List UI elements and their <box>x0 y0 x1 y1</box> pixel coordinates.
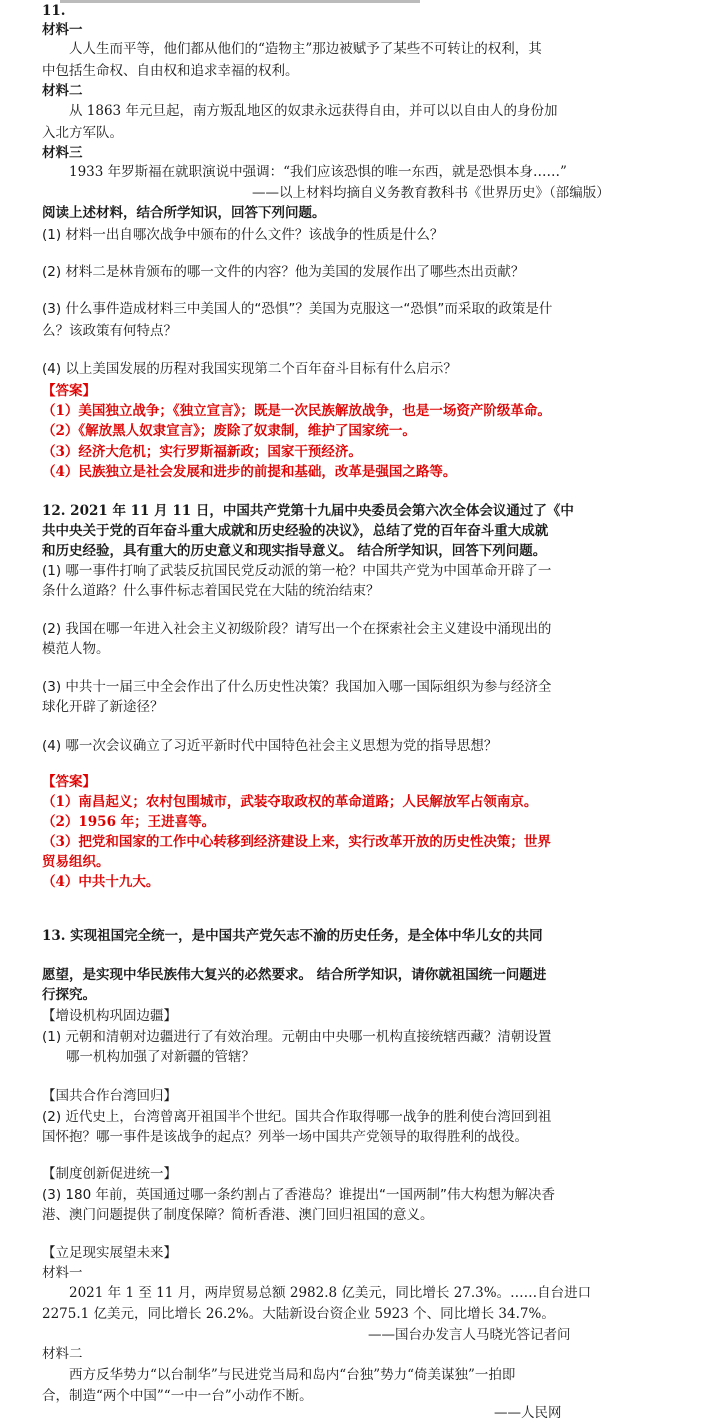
question-13-stem: 13. 实现祖国完全统一，是中国共产党矢志不渝的历史任务，是全体中华儿女的共同 <box>42 928 543 944</box>
instruction: 阅读上述材料，结合所学知识，回答下列问题。 <box>42 205 326 221</box>
question-13-stem: 愿望，是实现中华民族伟大复兴的必然要求。 结合所学知识，请你就祖国统一问题进 <box>42 967 547 983</box>
sub-question: 国怀抱？哪一事件是该战争的起点？列举一场中国共产党领导的取得胜利的战役。 <box>42 1129 528 1145</box>
material-text: 1933 年罗斯福在就职演说中强调：“我们应该恐惧的唯一东西，就是恐惧本身……” <box>69 164 567 180</box>
material-text: 2275.1 亿美元，同比增长 26.2%。大陆新设台资企业 5923 个、同比增长 34.7%。 <box>42 1306 555 1322</box>
section-title: 【增设机构巩固边疆】 <box>42 1008 177 1024</box>
sub-question: (2) 材料二是林肯颁布的哪一文件的内容？他为美国的发展作出了哪些杰出贡献？ <box>42 264 525 280</box>
material-text: 入北方军队。 <box>42 125 123 141</box>
sub-question: 哪一机构加强了对新疆的管辖？ <box>66 1049 255 1065</box>
sub-question: 球化开辟了新途径？ <box>42 699 164 715</box>
answer-line: （4）中共十九大。 <box>42 874 160 890</box>
answer-line: （2）1956 年；王进喜等。 <box>42 814 216 830</box>
answer-line: （3）把党和国家的工作中心转移到经济建设上来，实行改革开放的历史性决策；世界 <box>42 834 551 850</box>
material-label: 材料二 <box>42 1346 83 1362</box>
source-citation: ——国台办发言人马晓光答记者问 <box>368 1327 571 1343</box>
source-citation: ——以上材料均摘自义务教育教科书《世界历史》（部编版） <box>252 185 610 201</box>
sub-question: (4) 哪一次会议确立了习近平新时代中国特色社会主义思想为党的指导思想？ <box>42 738 498 754</box>
section-title: 【立足现实展望未来】 <box>42 1245 177 1261</box>
material-text: 从 1863 年元旦起，南方叛乱地区的奴隶永远获得自由，并可以以自由人的身份加 <box>69 103 558 119</box>
answer-line: （3）经济大危机；实行罗斯福新政；国家干预经济。 <box>42 444 362 460</box>
answer-line: （4）民族独立是社会发展和进步的前提和基础，改革是强国之路等。 <box>42 464 457 480</box>
answer-line: （1）美国独立战争；《独立宣言》；既是一次民族解放战争，也是一场资产阶级革命。 <box>42 403 551 419</box>
answer-label: 【答案】 <box>42 774 96 790</box>
material-label: 材料一 <box>42 1265 83 1281</box>
sub-question: 条什么道路？什么事件标志着国民党在大陆的统治结束？ <box>42 583 380 599</box>
sub-question: (3) 180 年前，英国通过哪一条约割占了香港岛？谁提出“一国两制”伟大构想为解决香 <box>42 1187 555 1203</box>
material-text: 中包括生命权、自由权和追求幸福的权利。 <box>42 63 299 79</box>
question-12-stem: 共中央关于党的百年奋斗重大成就和历史经验的决议》，总结了党的百年奋斗重大成就 <box>42 523 549 539</box>
source-citation: ——人民网 <box>494 1405 562 1421</box>
sub-question: (4) 以上美国发展的历程对我国实现第二个百年奋斗目标有什么启示？ <box>42 361 457 377</box>
material-label: 材料二 <box>42 83 83 99</box>
material-text: 人人生而平等，他们都从他们的“造物主”那边被赋予了某些不可转让的权利，其 <box>69 41 542 57</box>
sub-question: 么？该政策有何特点？ <box>42 323 177 339</box>
question-12-stem: 12. 2021 年 11 月 11 日，中国共产党第十九届中央委员会第六次全体会议通过了《中 <box>42 503 574 519</box>
answer-line: 贸易组织。 <box>42 854 110 870</box>
question-13-stem: 行探究。 <box>42 987 96 1003</box>
sub-question: (1) 元朝和清朝对边疆进行了有效治理。元朝由中央哪一机构直接统辖西藏？清朝设置 <box>42 1029 552 1045</box>
question-11-number: 11. <box>42 3 66 19</box>
sub-question: (1) 哪一事件打响了武装反抗国民党反动派的第一枪？中国共产党为中国革命开辟了一 <box>42 563 552 579</box>
answer-label: 【答案】 <box>42 383 96 399</box>
section-title: 【制度创新促进统一】 <box>42 1166 177 1182</box>
answer-line: （2）《解放黑人奴隶宣言》；废除了奴隶制，维护了国家统一。 <box>42 423 416 439</box>
sub-question: (3) 中共十一届三中全会作出了什么历史性决策？我国加入哪一国际组织为参与经济全 <box>42 679 552 695</box>
material-text: 2021 年 1 至 11 月，两岸贸易总额 2982.8 亿美元，同比增长 27.3%。……自台进口 <box>69 1285 592 1301</box>
sub-question: (2) 我国在哪一年进入社会主义初级阶段？请写出一个在探索社会主义建设中涌现出的 <box>42 621 552 637</box>
question-12-stem: 和历史经验，具有重大的历史意义和现实指导意义。 结合所学知识，回答下列问题。 <box>42 543 547 559</box>
cropped-line-remnant <box>60 0 420 3</box>
sub-question: (2) 近代史上，台湾曾离开祖国半个世纪。国共合作取得哪一战争的胜利使台湾回到祖 <box>42 1109 552 1125</box>
material-text: 西方反华势力“以台制华”与民进党当局和岛内“台独”势力“倚美谋独”一拍即 <box>69 1367 516 1383</box>
material-text: 合，制造“两个中国”“一中一台”小动作不断。 <box>42 1388 313 1404</box>
material-label: 材料三 <box>42 145 83 161</box>
material-label: 材料一 <box>42 22 83 38</box>
answer-line: （1）南昌起义；农村包围城市，武装夺取政权的革命道路；人民解放军占领南京。 <box>42 794 538 810</box>
sub-question: 港、澳门问题提供了制度保障？简析香港、澳门回归祖国的意义。 <box>42 1207 434 1223</box>
sub-question: (1) 材料一出自哪次战争中颁布的什么文件？该战争的性质是什么？ <box>42 227 444 243</box>
sub-question: (3) 什么事件造成材料三中美国人的“恐惧”？美国为克服这一“恐惧”而采取的政策是什 <box>42 301 553 317</box>
sub-question: 模范人物。 <box>42 641 110 657</box>
section-title: 【国共合作台湾回归】 <box>42 1088 177 1104</box>
